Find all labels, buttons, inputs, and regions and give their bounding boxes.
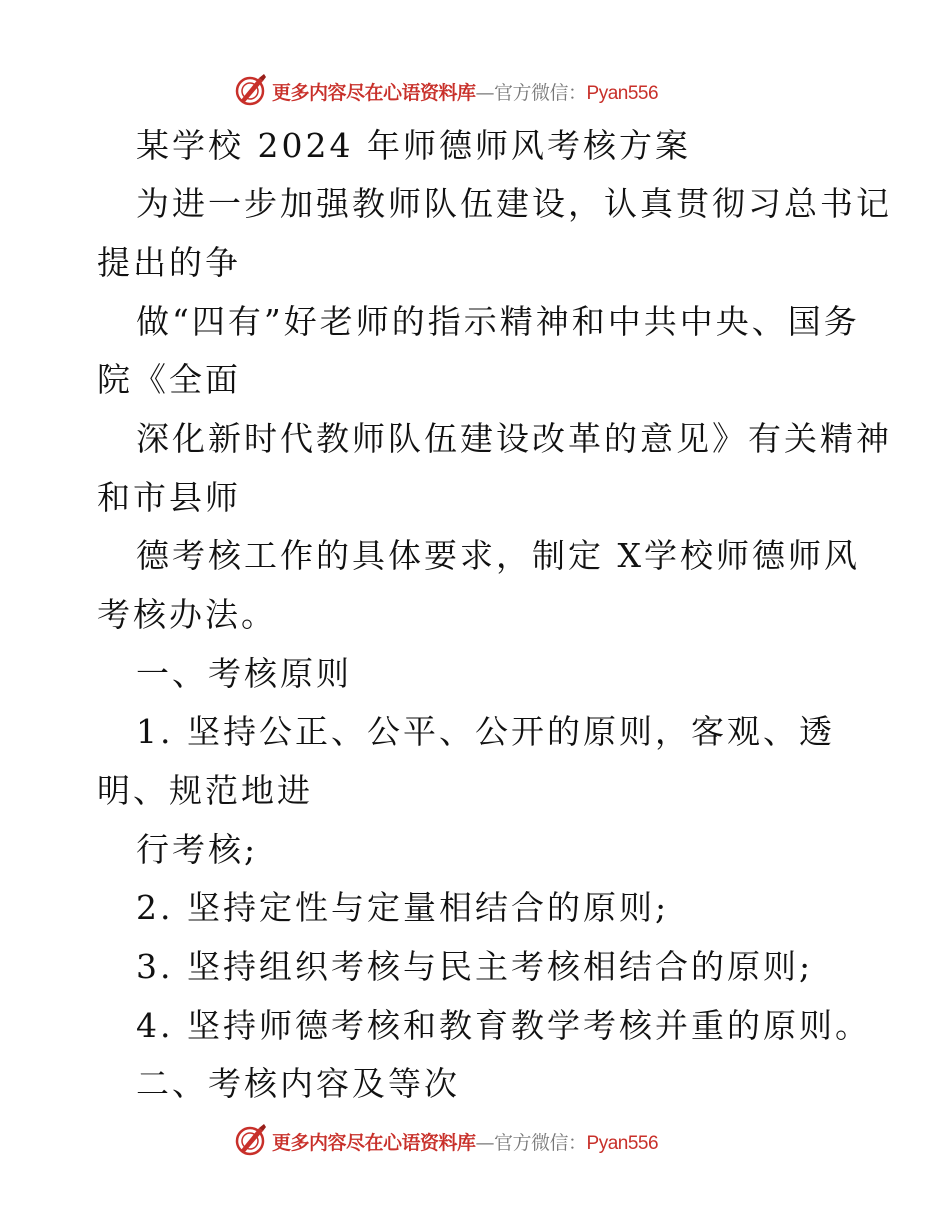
pen-logo-icon (233, 1122, 269, 1158)
doc-line: 1. 坚持公正、公平、公开的原则，客观、透 (136, 712, 835, 751)
doc-line: 德考核工作的具体要求，制定 X学校师德师风 (136, 536, 860, 575)
doc-line: 明、规范地进 (97, 771, 313, 810)
banner-text (272, 1128, 658, 1155)
banner-main-text: 更多内容尽在心语资料库 (272, 1132, 476, 1154)
banner-wechat-id: Pyan556 (586, 1133, 659, 1154)
doc-line: 3. 坚持组织考核与民主考核相结合的原则; (136, 947, 814, 986)
section-heading: 一、考核原则 (136, 654, 352, 693)
doc-line: 考核办法。 (97, 595, 277, 634)
doc-title: 某学校 2024 年师德师风考核方案 (136, 126, 691, 165)
banner-main-text: 更多内容尽在心语资料库 (272, 82, 476, 104)
banner-wechat-id: Pyan556 (586, 83, 659, 104)
doc-line: 为进一步加强教师队伍建设，认真贯彻习总书记 (136, 184, 892, 223)
doc-line: 院《全面 (97, 360, 241, 399)
banner-text (272, 78, 658, 105)
doc-line: 做“四有”好老师的指示精神和中共中央、国务 (136, 302, 860, 341)
banner-separator: — (475, 1132, 495, 1154)
banner-official-label: 官方微信： (494, 1132, 587, 1154)
banner-official-label: 官方微信： (494, 82, 587, 104)
pen-logo-icon (233, 72, 269, 108)
footer-banner (0, 1120, 950, 1160)
doc-line: 行考核; (136, 830, 259, 869)
doc-line: 深化新时代教师队伍建设改革的意见》有关精神 (136, 419, 892, 458)
doc-line: 和市县师 (97, 478, 241, 517)
banner-separator: — (475, 82, 495, 104)
doc-line: 4. 坚持师德考核和教育教学考核并重的原则。 (136, 1006, 871, 1045)
section-heading: 二、考核内容及等次 (136, 1064, 460, 1103)
doc-line: 提出的争 (97, 243, 241, 282)
doc-line: 2. 坚持定性与定量相结合的原则; (136, 888, 670, 927)
header-banner (0, 70, 950, 110)
